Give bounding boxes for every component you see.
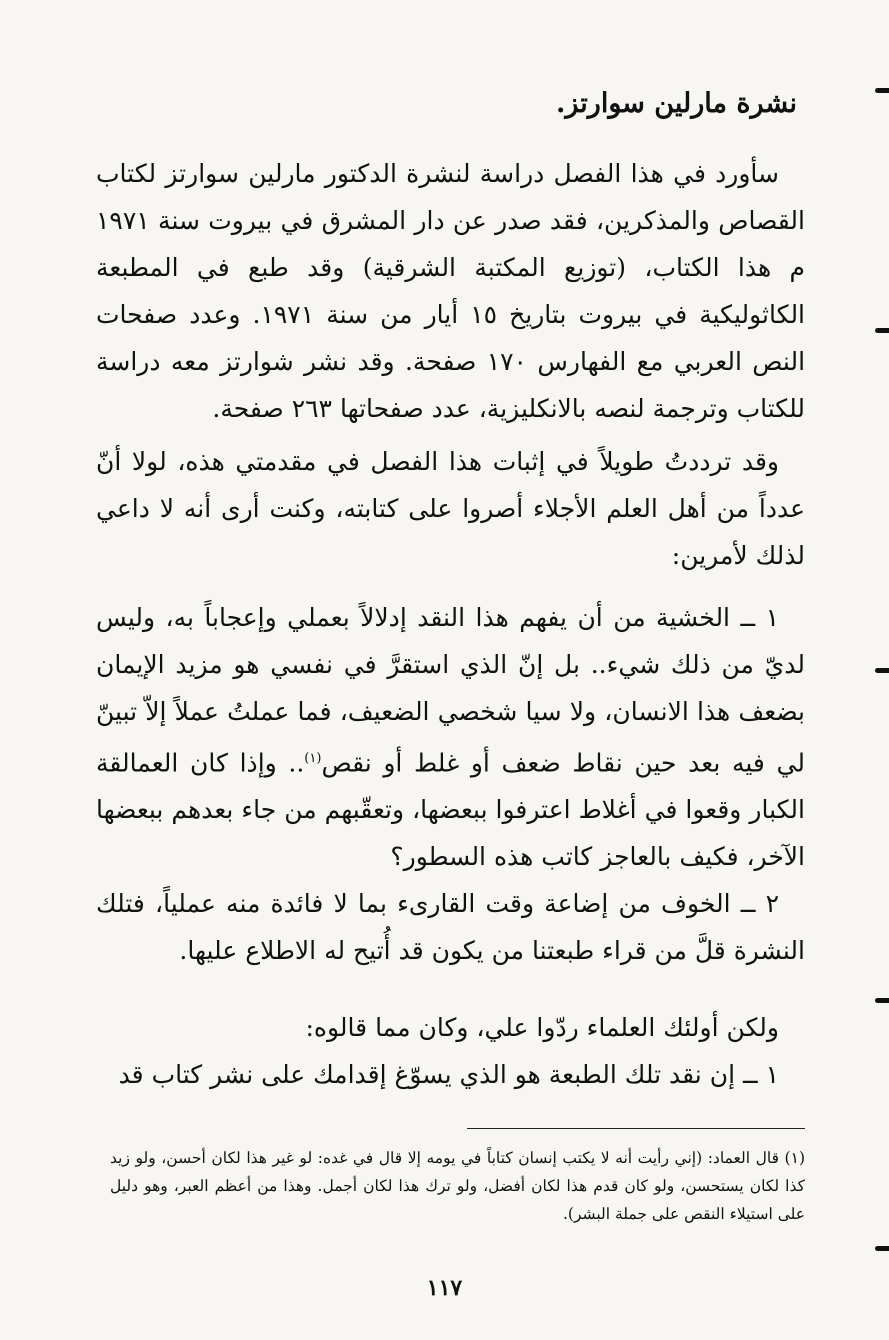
reason-2-paragraph: ٢ ــ الخوف من إضاعة وقت القارىء بما لا فائدة منه عملياً، فتلك النشرة قلَّ من قراء طبعتنا من يكون قد أُتيح له الاطلاع عليها. [96, 889, 805, 966]
hesitation-paragraph: وقد ترددتُ طويلاً في إثبات هذا الفصل في مقدمتي هذه، لولا أنّ عدداً من أهل العلم الأجلاء أصروا على كتابته، وكنت أرى أنه لا داعي لذلك لأمرين: [96, 447, 805, 570]
page-edge-mark [875, 668, 889, 673]
point-1-paragraph: ١ ــ إن نقد تلك الطبعة هو الذي يسوّغ إقدامك على نشر كتاب قد [118, 1060, 779, 1089]
reason-1-text: ١ ــ الخشية من أن يفهم هذا النقد إدلالاً بعملي وإعجاباً به، وليس لديّ من ذلك شيء.. بل إنّ الذي استقرَّ في نفسي هو مزيد الإيمان بضعف هذا الانسان، ولا سيا شخصي الضعيف، فما عملتُ عملاً إلاّ تبينّ لي فيه بعد حين نقاط ضعف أو غلط أو نقص [96, 603, 805, 778]
page-edge-mark [875, 328, 889, 333]
page-edge-mark [875, 1246, 889, 1251]
footnote-text: (١) قال العماد: (إني رأيت أنه لا يكتب إنسان كتاباً في يومه إلا قال في غده: لو غير هذا لكان أحسن، ولو زيد كذا لكان يستحسن، ولو كان قدم هذا لكان أفضل، ولو ترك هذا لكان أجمل. وهذا من أعظم العبر، وهو دليل على استيلاء النقص على جملة البشر). [110, 1149, 805, 1223]
reasons-block [96, 594, 805, 974]
scholars-reply-paragraph: ولكن أولئك العلماء ردّوا علي، وكان مما قالوه: [305, 1013, 779, 1042]
reason-1-paragraph [96, 594, 805, 880]
reason-1-continuation: .. وإذا كان العمالقة الكبار وقعوا في أغلاط اعترفوا ببعضها، وتعقّبهم من جاء بعدهم ببعضها الآخر، فكيف بالعاجز كاتب هذه السطور؟ [96, 748, 805, 872]
reply-block [96, 1004, 805, 1098]
hesitation-paragraph-block [96, 438, 805, 579]
page-edge-mark [875, 998, 889, 1003]
page-edge-mark [875, 88, 889, 93]
footnote-block [110, 1144, 805, 1228]
footnote-reference: (١) [304, 751, 322, 766]
page-number: ١١٧ [426, 1275, 463, 1301]
footnote-separator [467, 1128, 805, 1129]
intro-paragraph: سأورد في هذا الفصل دراسة لنشرة الدكتور مارلين سوارتز لكتاب القصاص والمذكرين، فقد صدر عن دار المشرق في بيروت سنة ١٩٧١ م هذا الكتاب، (توزيع المكتبة الشرقية) وقد طبع في المطبعة الكاثوليكية في بيروت بتاريخ ١٥ أيار من سنة ١٩٧١. وعدد صفحات النص العربي مع الفهارس ١٧٠ صفحة. وقد نشر شوارتز معه دراسة للكتاب وترجمة لنصه بالانكليزية، عدد صفحاتها ٢٦٣ صفحة. [96, 159, 806, 423]
intro-paragraph-block [96, 150, 805, 432]
section-heading: نشرة مارلين سوارتز. [555, 88, 797, 119]
